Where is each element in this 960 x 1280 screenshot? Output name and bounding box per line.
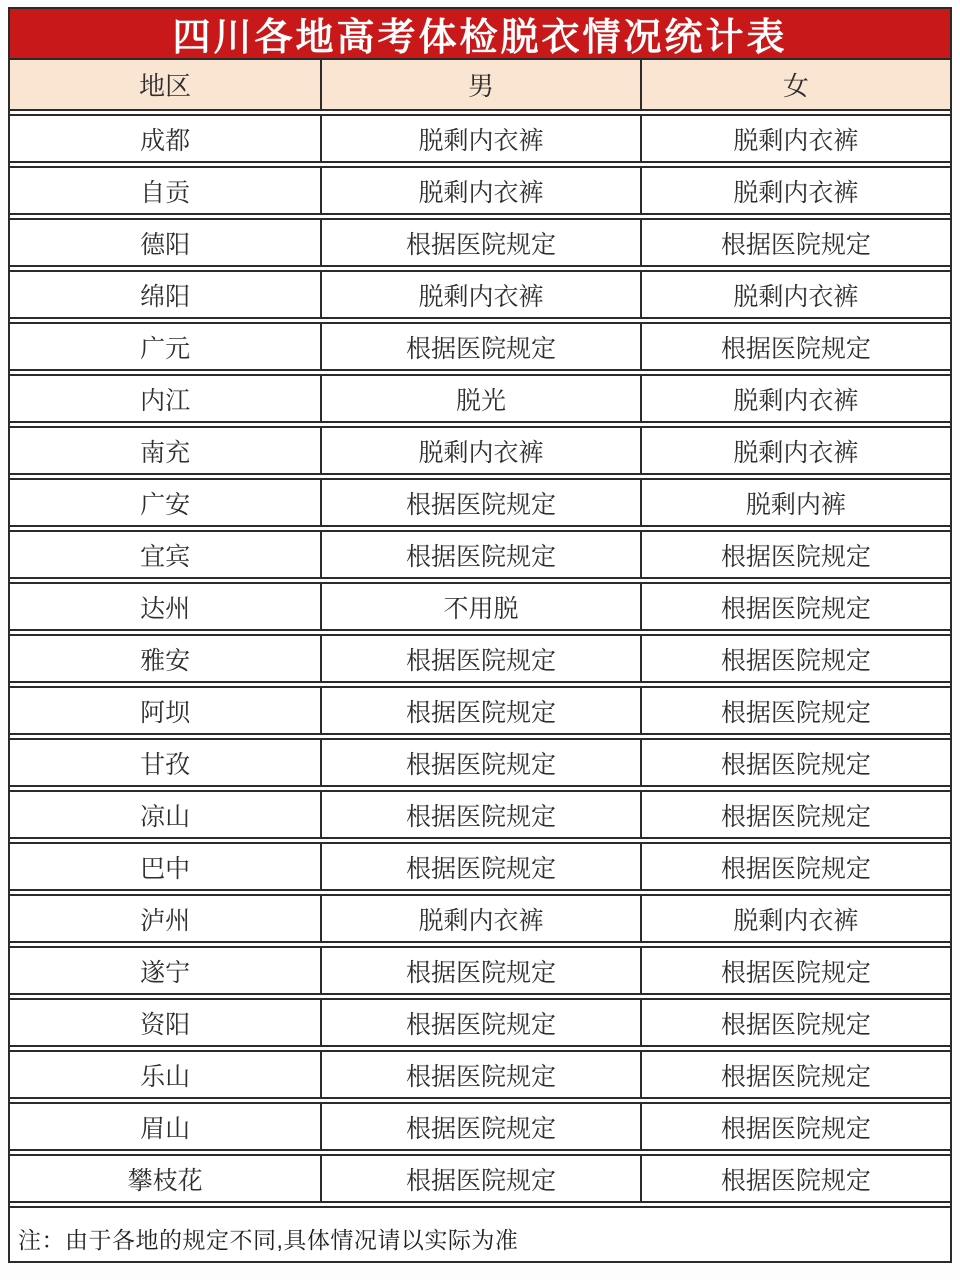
female-cell: 根据医院规定 xyxy=(640,532,950,577)
male-cell: 脱剩内衣裤 xyxy=(320,116,640,161)
region-cell: 成都 xyxy=(140,126,191,155)
table-row xyxy=(10,114,950,163)
table-row xyxy=(10,946,950,995)
table-title-bar xyxy=(10,9,950,60)
male-cell: 根据医院规定 xyxy=(320,324,640,369)
female-cell: 根据医院规定 xyxy=(640,1052,950,1097)
region-cell: 雅安 xyxy=(140,646,191,675)
female-cell: 脱剩内衣裤 xyxy=(640,376,950,421)
column-header-region: 地区 xyxy=(139,71,192,101)
table-row xyxy=(10,218,950,267)
male-cell: 不用脱 xyxy=(320,584,640,629)
table-row xyxy=(10,1050,950,1099)
region-cell: 攀枝花 xyxy=(127,1166,203,1195)
male-cell: 根据医院规定 xyxy=(320,740,640,785)
male-cell: 脱光 xyxy=(320,376,640,421)
female-cell: 根据医院规定 xyxy=(640,220,950,265)
region-cell: 达州 xyxy=(140,594,191,623)
table-row xyxy=(10,478,950,527)
region-cell: 广元 xyxy=(140,334,191,363)
female-cell: 脱剩内衣裤 xyxy=(640,896,950,941)
table-row xyxy=(10,374,950,423)
table-row xyxy=(10,530,950,579)
male-cell: 根据医院规定 xyxy=(320,688,640,733)
male-cell: 脱剩内衣裤 xyxy=(320,272,640,317)
table-row xyxy=(10,738,950,787)
region-cell: 内江 xyxy=(140,386,191,415)
female-cell: 根据医院规定 xyxy=(640,636,950,681)
table-row xyxy=(10,1154,950,1203)
column-header-male: 男 xyxy=(320,60,640,109)
female-cell: 根据医院规定 xyxy=(640,1000,950,1045)
male-cell: 根据医院规定 xyxy=(320,532,640,577)
table-body xyxy=(10,114,950,1203)
table-row xyxy=(10,634,950,683)
female-cell: 脱剩内衣裤 xyxy=(640,168,950,213)
region-cell: 眉山 xyxy=(140,1114,191,1143)
table-row xyxy=(10,322,950,371)
table-row xyxy=(10,686,950,735)
table-header-row xyxy=(10,60,950,111)
male-cell: 脱剩内衣裤 xyxy=(320,428,640,473)
table-row xyxy=(10,166,950,215)
region-cell: 自贡 xyxy=(140,178,191,207)
statistics-table xyxy=(8,7,952,1263)
male-cell: 脱剩内衣裤 xyxy=(320,896,640,941)
region-cell: 资阳 xyxy=(140,1010,191,1039)
female-cell: 根据医院规定 xyxy=(640,740,950,785)
footnote-text: 注：由于各地的规定不同,具体情况请以实际为准 xyxy=(18,1227,519,1253)
female-cell: 脱剩内裤 xyxy=(640,480,950,525)
male-cell: 根据医院规定 xyxy=(320,844,640,889)
female-cell: 根据医院规定 xyxy=(640,1104,950,1149)
table-row xyxy=(10,1102,950,1151)
female-cell: 根据医院规定 xyxy=(640,688,950,733)
male-cell: 根据医院规定 xyxy=(320,636,640,681)
female-cell: 根据医院规定 xyxy=(640,1156,950,1201)
female-cell: 根据医院规定 xyxy=(640,324,950,369)
region-cell: 遂宁 xyxy=(140,958,191,987)
table-row xyxy=(10,998,950,1047)
region-cell: 乐山 xyxy=(140,1062,191,1091)
region-cell: 南充 xyxy=(140,438,191,467)
table-title: 四川各地高考体检脱衣情况统计表 xyxy=(172,14,788,59)
footnote-row xyxy=(10,1206,950,1261)
table-row xyxy=(10,894,950,943)
region-cell: 广安 xyxy=(140,490,191,519)
region-cell: 宜宾 xyxy=(140,542,191,571)
region-cell: 阿坝 xyxy=(140,698,191,727)
table-row xyxy=(10,842,950,891)
table-row xyxy=(10,582,950,631)
male-cell: 根据医院规定 xyxy=(320,1000,640,1045)
column-header-female: 女 xyxy=(640,60,950,109)
region-cell: 泸州 xyxy=(140,906,191,935)
male-cell: 根据医院规定 xyxy=(320,480,640,525)
table-row xyxy=(10,790,950,839)
male-cell: 脱剩内衣裤 xyxy=(320,168,640,213)
male-cell: 根据医院规定 xyxy=(320,948,640,993)
female-cell: 根据医院规定 xyxy=(640,948,950,993)
male-cell: 根据医院规定 xyxy=(320,1104,640,1149)
region-cell: 绵阳 xyxy=(140,282,191,311)
region-cell: 甘孜 xyxy=(140,750,191,779)
female-cell: 根据医院规定 xyxy=(640,584,950,629)
table-row xyxy=(10,270,950,319)
male-cell: 根据医院规定 xyxy=(320,220,640,265)
female-cell: 脱剩内衣裤 xyxy=(640,116,950,161)
male-cell: 根据医院规定 xyxy=(320,792,640,837)
female-cell: 根据医院规定 xyxy=(640,792,950,837)
female-cell: 脱剩内衣裤 xyxy=(640,428,950,473)
female-cell: 脱剩内衣裤 xyxy=(640,272,950,317)
region-cell: 凉山 xyxy=(140,802,191,831)
male-cell: 根据医院规定 xyxy=(320,1052,640,1097)
region-cell: 德阳 xyxy=(140,230,191,259)
region-cell: 巴中 xyxy=(140,854,191,883)
table-row xyxy=(10,426,950,475)
female-cell: 根据医院规定 xyxy=(640,844,950,889)
male-cell: 根据医院规定 xyxy=(320,1156,640,1201)
